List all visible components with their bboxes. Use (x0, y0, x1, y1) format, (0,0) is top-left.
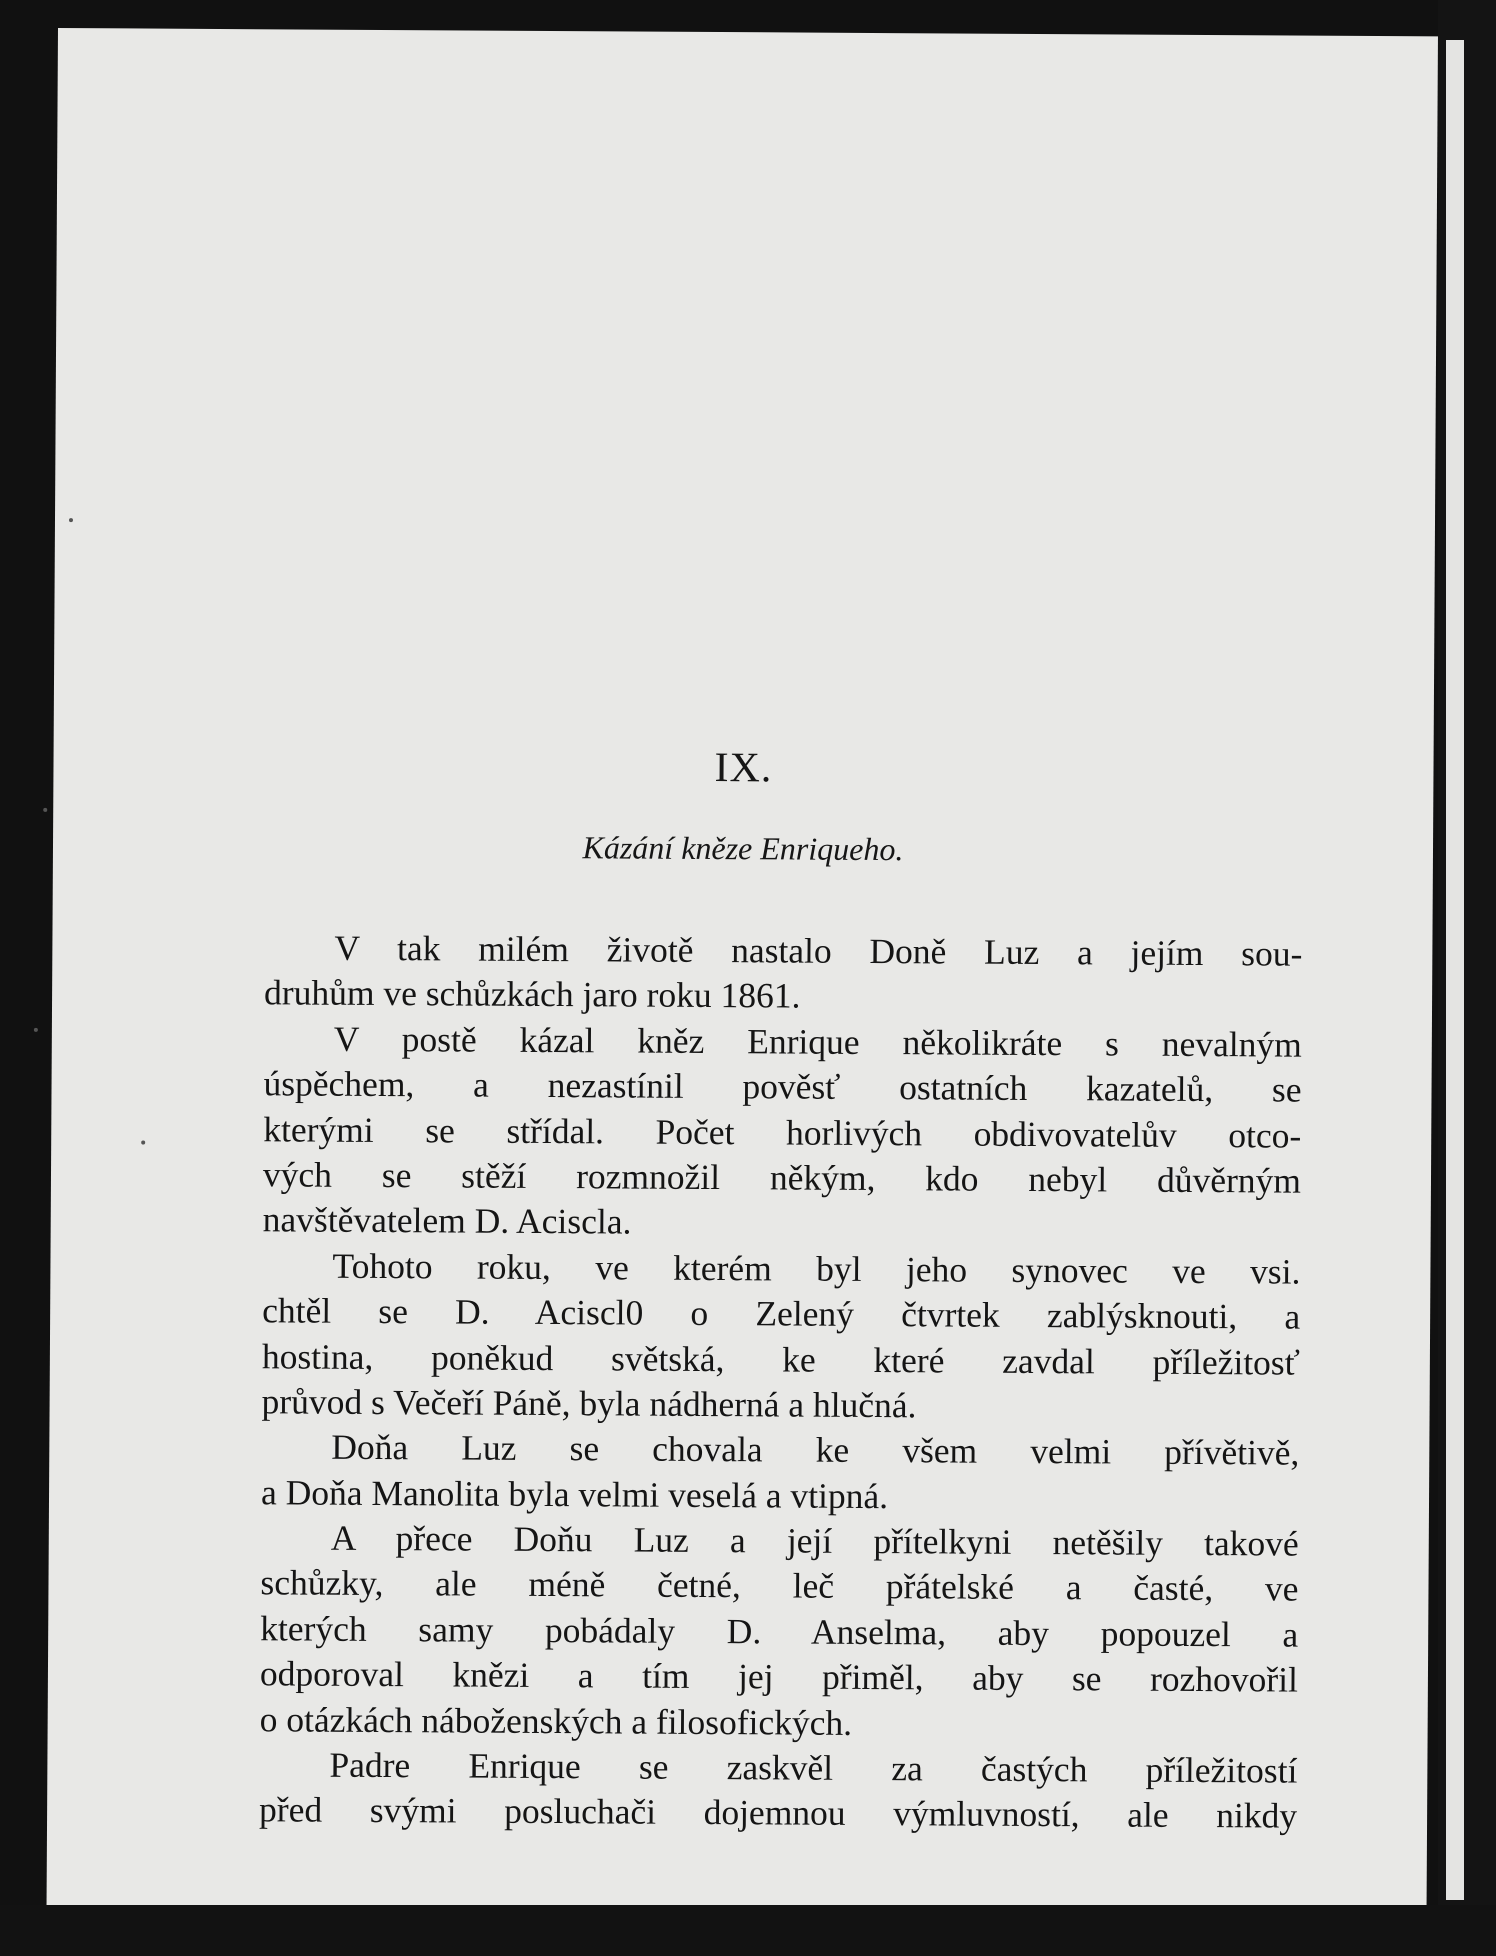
text-line: průvod s Večeří Páně, byla nádherná a hlučná. (261, 1381, 917, 1426)
chapter-number: IX. (714, 745, 773, 792)
text-line: A přece Doňu Luz a její přítelkyni netěšily takové (330, 1517, 1299, 1564)
text-line: schůzky, ale méně četné, leč přátelské a časté, ve (260, 1562, 1299, 1610)
text-line: odporoval knězi a tím jej přiměl, aby se rozhovořil (259, 1653, 1299, 1700)
book-page (47, 28, 1438, 1914)
text-line: chtěl se D. Aciscl0 o Zelený čtvrtek zablýsknouti, a (262, 1290, 1301, 1337)
chapter-title: Kázání kněze Enriqueho. (582, 829, 904, 868)
chapter-body (259, 925, 1303, 1839)
text-line: úspěchem, a nezastínil pověsť ostatních kazatelů, se (263, 1063, 1302, 1110)
text-line: V postě kázal kněz Enrique několikráte s nevalným (333, 1018, 1302, 1065)
text-line: kterých samy pobádaly D. Anselma, aby popouzel a (260, 1608, 1299, 1655)
scan-speck (69, 518, 73, 522)
text-line: před svými posluchači dojemnou výmluvností, ale nikdy (258, 1789, 1298, 1837)
next-page-edge (1446, 40, 1464, 1900)
text-line: V tak milém životě nastalo Doně Luz a jejím sou- (334, 927, 1303, 974)
text-line: kterými se střídal. Počet horlivých obdivovatelův otco- (263, 1108, 1302, 1156)
scan-speck (141, 1141, 145, 1145)
text-line: a Doňa Manolita byla velmi veselá a vtipná. (260, 1471, 889, 1516)
text-line: vých se stěží rozmnožil někým, kdo nebyl důvěrným (262, 1154, 1302, 1201)
text-line: navštěvatelem D. Aciscla. (262, 1199, 632, 1242)
text-line: hostina, poněkud světská, ke které zavdal příležitosť (261, 1335, 1300, 1383)
text-line: Doňa Luz se chovala ke všem velmi přívětivě, (331, 1426, 1300, 1473)
text-line: druhům ve schůzkách jaro roku 1861. (263, 972, 801, 1016)
scan-speck (34, 1028, 38, 1032)
text-line: Padre Enrique se zaskvěl za častých příležitostí (329, 1744, 1298, 1791)
scan-speck (43, 808, 47, 812)
text-line: Tohoto roku, ve kterém byl jeho synovec ve vsi. (332, 1245, 1301, 1292)
scan-border-bottom (0, 1905, 1496, 1956)
text-line: o otázkách náboženských a filosofických. (259, 1698, 853, 1743)
